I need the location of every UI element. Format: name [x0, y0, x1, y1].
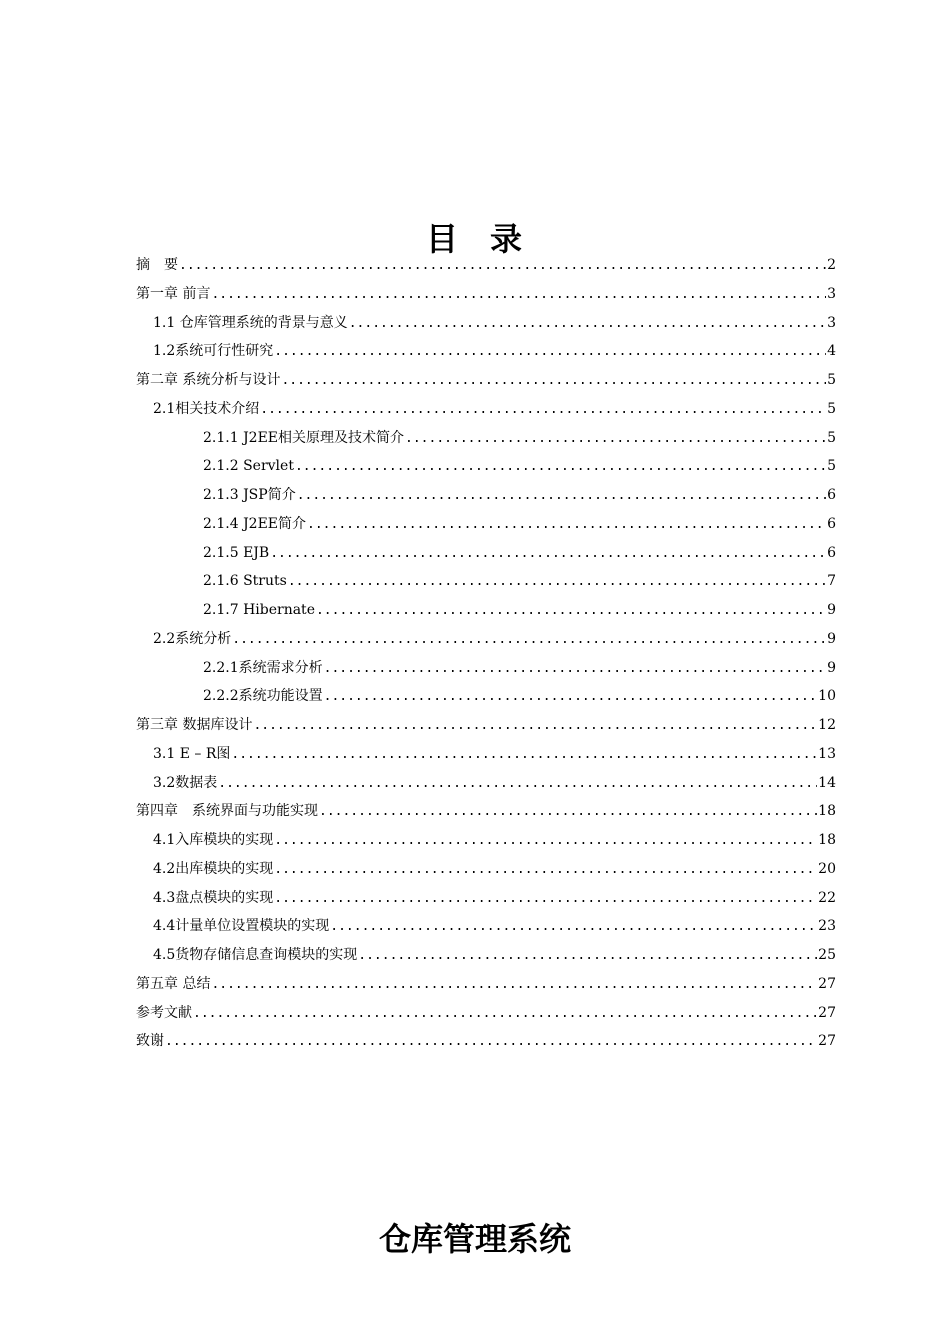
- toc-entry-page-number: 9: [827, 659, 836, 676]
- toc-entry-label: 2.1.7 Hibernate: [203, 602, 315, 618]
- toc-entry-label: 1.2系统可行性研究: [153, 343, 274, 360]
- toc-entry-label: 第三章 数据库设计: [136, 717, 253, 733]
- toc-title-char-1: 目: [425, 220, 460, 259]
- toc-dot-leader: [165, 1028, 817, 1057]
- toc-entry-label: 2.1相关技术介绍: [153, 400, 260, 417]
- toc-entry-page-number: 10: [818, 688, 836, 705]
- toc-entry-page-number: 27: [818, 1004, 836, 1021]
- toc-dot-leader: [405, 425, 826, 454]
- toc-entry-label: 2.1.2 Servlet: [203, 458, 294, 475]
- toc-entry[interactable]: [136, 596, 836, 625]
- toc-entry-page-number: 13: [818, 745, 836, 762]
- toc-entry-page-number: 6: [827, 487, 836, 503]
- toc-entry[interactable]: [136, 625, 836, 654]
- toc-entry-label: 参考文献: [136, 1004, 192, 1021]
- toc-dot-leader: [349, 310, 826, 339]
- toc-entry-page-number: 18: [818, 803, 836, 820]
- toc-entry[interactable]: [136, 826, 836, 855]
- toc-entry-label: 4.1入库模块的实现: [153, 832, 274, 848]
- toc-entry[interactable]: [136, 510, 836, 539]
- toc-entry[interactable]: [136, 884, 836, 913]
- toc-entry-page-number: 18: [818, 832, 836, 848]
- toc-entry[interactable]: [136, 999, 836, 1028]
- toc-entry-label: 2.2系统分析: [153, 630, 232, 647]
- toc-dot-leader: [193, 1000, 817, 1029]
- toc-entry-page-number: 3: [827, 285, 836, 302]
- toc-entry[interactable]: [136, 740, 836, 769]
- toc-entry[interactable]: [136, 567, 836, 596]
- toc-entry[interactable]: [136, 912, 836, 941]
- toc-dot-leader: [260, 396, 826, 425]
- toc-entry-label: 4.4计量单位设置模块的实现: [153, 918, 330, 935]
- toc-entry-page-number: 9: [827, 630, 836, 647]
- toc-entry-page-number: 6: [827, 515, 836, 532]
- toc-entry-label: 2.1.5 EJB: [203, 544, 270, 561]
- toc-dot-leader: [274, 856, 817, 885]
- toc-entry-label: 致谢: [136, 1033, 164, 1050]
- toc-entry-page-number: 25: [818, 947, 836, 963]
- toc-entry[interactable]: [136, 970, 836, 999]
- toc-entry-page-number: 9: [827, 602, 836, 618]
- toc-entry-page-number: 5: [827, 458, 836, 475]
- toc-title-char-2: 录: [490, 220, 525, 259]
- toc-entry-page-number: 7: [827, 573, 836, 590]
- toc-dot-leader: [231, 741, 817, 770]
- toc-dot-leader: [232, 626, 826, 655]
- toc-dot-leader: [211, 281, 826, 310]
- toc-entry-label: 2.1.4 J2EE简介: [203, 515, 307, 532]
- toc-entry-label: 1.1 仓库管理系统的背景与意义: [153, 314, 348, 331]
- toc-entry[interactable]: [136, 855, 836, 884]
- toc-entry[interactable]: [136, 797, 836, 826]
- toc-dot-leader: [297, 482, 826, 511]
- toc-entry[interactable]: [136, 654, 836, 683]
- toc-entry[interactable]: [136, 280, 836, 309]
- toc-entry-label: 4.5货物存储信息查询模块的实现: [153, 947, 358, 963]
- toc-entry-label: 3.2数据表: [153, 774, 218, 791]
- toc-entry-label: 摘 要: [136, 257, 178, 273]
- toc-entry-label: 2.1.1 J2EE相关原理及技术简介: [203, 429, 405, 446]
- toc-dot-leader: [324, 655, 826, 684]
- toc-entry-page-number: 20: [818, 860, 836, 877]
- toc-entry[interactable]: [136, 941, 836, 970]
- toc-dot-leader: [253, 712, 817, 741]
- toc-entry-page-number: 6: [827, 544, 836, 561]
- toc-dot-leader: [274, 338, 826, 367]
- toc-entry-label: 第一章 前言: [136, 285, 211, 302]
- toc-entry-page-number: 5: [827, 429, 836, 446]
- toc-entry[interactable]: [136, 251, 836, 280]
- toc-entry-label: 4.3盘点模块的实现: [153, 889, 274, 906]
- toc-entry-page-number: 27: [818, 1033, 836, 1050]
- toc-entry-label: 第四章 系统界面与功能实现: [136, 803, 318, 820]
- toc-dot-leader: [274, 827, 817, 856]
- toc-dot-leader: [330, 913, 817, 942]
- toc-entry-page-number: 5: [827, 372, 836, 388]
- toc-dot-leader: [179, 252, 826, 281]
- toc-dot-leader: [316, 597, 826, 626]
- toc-dot-leader: [358, 942, 817, 971]
- toc-entry-label: 4.2出库模块的实现: [153, 860, 274, 877]
- toc-entry-label: 3.1 E – R图: [153, 745, 231, 762]
- toc-entry[interactable]: [136, 366, 836, 395]
- toc-entry[interactable]: [136, 769, 836, 798]
- toc-entry[interactable]: [136, 424, 836, 453]
- toc-dot-leader: [218, 770, 817, 799]
- toc-entry-page-number: 22: [818, 889, 836, 906]
- toc-entry-label: 第五章 总结: [136, 975, 211, 992]
- toc-entry[interactable]: [136, 1027, 836, 1056]
- toc-entry[interactable]: [136, 309, 836, 338]
- toc-entry[interactable]: [136, 452, 836, 481]
- toc-entry-label: 2.1.6 Struts: [203, 573, 287, 590]
- toc-dot-leader: [319, 798, 817, 827]
- toc-entry[interactable]: [136, 337, 836, 366]
- document-title: 仓库管理系统: [378, 1219, 571, 1258]
- toc-entry-page-number: 3: [827, 314, 836, 331]
- toc-dot-leader: [211, 971, 817, 1000]
- toc-entry-page-number: 14: [818, 774, 836, 791]
- toc-entry-page-number: 12: [818, 717, 836, 733]
- toc-entry-label: 2.1.3 JSP简介: [203, 487, 296, 503]
- toc-entry-label: 2.2.1系统需求分析: [203, 659, 323, 676]
- toc-entry-page-number: 23: [818, 918, 836, 935]
- toc-entry[interactable]: [136, 711, 836, 740]
- toc-dot-leader: [274, 885, 817, 914]
- toc-entry-label: 2.2.2系统功能设置: [203, 688, 323, 705]
- toc-entry-page-number: 2: [827, 257, 836, 273]
- toc-entry-page-number: 4: [827, 343, 836, 360]
- toc-entry[interactable]: [136, 682, 836, 711]
- toc-dot-leader: [324, 683, 818, 712]
- toc-entry-page-number: 27: [818, 975, 836, 992]
- toc-entry-page-number: 5: [827, 400, 836, 417]
- toc-dot-leader: [288, 568, 826, 597]
- toc-dot-leader: [281, 367, 826, 396]
- toc-dot-leader: [295, 453, 826, 482]
- toc-entry[interactable]: [136, 395, 836, 424]
- toc-entry-label: 第二章 系统分析与设计: [136, 372, 281, 388]
- toc-dot-leader: [307, 511, 826, 540]
- table-of-contents: [136, 251, 836, 1056]
- toc-dot-leader: [270, 540, 826, 569]
- toc-entry[interactable]: [136, 539, 836, 568]
- toc-entry[interactable]: [136, 481, 836, 510]
